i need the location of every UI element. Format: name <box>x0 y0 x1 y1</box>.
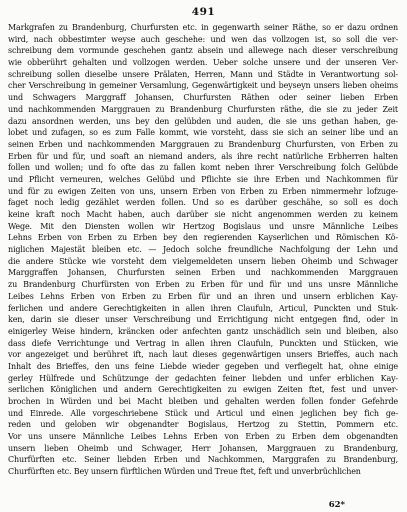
text-line: schreibung sollen dieselbe unsere Prälaten, Herren, Mann und Städte in Verantwortung sol- <box>8 69 398 79</box>
text-line: lobet und zufagen, so es zum Falle kommt, wie vorsteht, dass sie sich an seiner libe und an <box>8 128 398 138</box>
text-line: und Schwagers Marggraff Johansen, Churfursten Räthen oder seiner lieben Erben <box>8 93 398 103</box>
text-line: dass diefe Verrichtunge und Vertrag in allen ihren Claufuln, Punckten und Stücken, wie <box>8 338 398 348</box>
text-line: seinen Erben und nachkommenden Marggrauen zu Brandenburg Churfursten, von Erben zu <box>8 139 398 149</box>
text-line: Vor uns unsere Männliche Leibes Lehns Erben von Erben zu Erben dem obgenandten <box>8 432 398 442</box>
text-line: faget noch ledig gezählet werden follen. Und so es darüber geschähe, so soll es doch <box>8 198 398 208</box>
text-line: die andere Stücke wie vorsteht dem vielgemeldeten unsern lieben Oheimb und Schwager <box>8 256 398 266</box>
text-line: reden und geloben wir obgenandter Bogislaus, Hertzog zu Stettin, Pommern etc. <box>8 420 398 430</box>
text-line: serlichen Königlichen und andern Gerechtigkeiten zu ewigen Zeiten ftet, fest und unver- <box>8 385 398 395</box>
text-line: Erben für und für, und soaft an niemand anders, als ihre recht natürliche Erbherren halten <box>8 151 398 161</box>
text-line: cher Verschreibung in gemeiner Versamlung, Gegenwärtigkeit und beyseyn unsers lieben oheims <box>8 81 398 91</box>
text-line: vor angezeiget und berühret ift, nach laut dieses gegenwärtigen unsers Brieffes, auch nach <box>8 350 398 360</box>
text-line: ken, darin sie dieser unser Verschreibung und Errichtigung nicht entgegen find, oder in <box>8 315 398 325</box>
text-line: einigerley Weise hindern, kräncken oder anfechten gantz unschädlich sein und bleiben, also <box>8 326 398 336</box>
text-line: Wege. Mit den Diensten wollen wir Hertzog Bogislaus und unsre Männliche Leibes <box>8 221 398 231</box>
text-line: Markgrafen zu Brandenburg, Churfursten etc. in gegenwarth seiner Räthe, so er dazu ordnen <box>8 23 398 32</box>
text-line: gerley Hülfrede und Schützunge der gedachten feiner liebden und unfer erblichen Kay- <box>8 373 398 383</box>
text-line: Churfürften etc. Bey unsern fürftlichen Würden und Treue ftet, feft und unverbrüchlichen <box>8 467 361 477</box>
text-line: unsern lieben Oheimb und Schwager, Herr Johansen, Marggrauen zu Brandenburg, <box>8 443 398 453</box>
text-line: und Pflicht verneuren, welches Gelübd und Pflichte sie ihre Erben und Nachkommen für <box>8 174 398 184</box>
text-line: schreibung dem vormunde geschehen gantz absein und allewege nach dieser verschreibung <box>8 46 398 56</box>
text-line: dazu ansordnen werden, uns bey den gelübden und auden, die sie uns gethan haben, ge- <box>8 116 398 126</box>
text-line: keine kraft noch Macht haben, auch darüber sie nicht angenommen werden zu keinem <box>8 210 398 219</box>
page-number: 491 <box>191 6 216 18</box>
text-line: wird, nach obbestimter weyse auch geschehe: und wen das vollzogen ist, so soll die ver- <box>8 34 398 44</box>
text-line: Churfürften etc. Seiner liebden Erben und Nachkommen, Marggrafen zu Brandenburg, <box>8 455 398 465</box>
text-line: zu Brandenburg Churfürsten von Erben zu Erben für und für und uns unsre Männliche <box>8 280 398 290</box>
text-line: wie obberührt gehalten und vollzogen werden. Ueber solche unsere und der unseren Ver- <box>8 58 398 68</box>
text-line: Lehns Erben von Erben zu Erben bey den regierenden Kayserlichen und Römischen Kö- <box>8 233 398 243</box>
text-line: und nachkommenden Marggrauen zu Brandenburg Churfursten räthe, die sie zu jeder Zeit <box>8 104 398 114</box>
text-line: Marggraffen Johansen, Churfursten seinen Erben und nachkommenden Marggrauen <box>8 268 398 278</box>
text-line: brochen in Würden und bei Macht bleiben und gehalten werden follen fonder Gefehrde <box>8 397 398 406</box>
text-line: Leibes Lehns Erben von Erben zu Erben für und an ihren und unsern erblichen Kay- <box>8 291 398 301</box>
text-line: niglichen Majestät bleiben etc. — Jedoch solche freundliche Nachfolgung der Lehn und <box>8 245 398 255</box>
text-line: und Einrede. Alle vorgeschriebene Stück und Articul und einen jeglichen bey fich ge- <box>8 408 398 418</box>
text-line: und für zu ewigen Zeiten von uns, unsern Erben von Erben zu Erben nimmermehr lofzuge- <box>8 186 398 196</box>
signature-mark: 62* <box>328 500 345 510</box>
body-text <box>8 22 398 478</box>
text-line: ferlichen und andere Gerechtigkeiten in allen ihren Claufuln, Articul, Punckten und Stuk- <box>8 303 398 313</box>
text-line: Inhalt des Brieffes, den uns feine Liebde wieder gegeben und verfiegelt hat, ohne einige <box>8 361 398 371</box>
text-line: follen und wollen; und fo ofte das zu fallen komt neben ihrer Verschreibung folch Gelübde <box>8 163 398 173</box>
